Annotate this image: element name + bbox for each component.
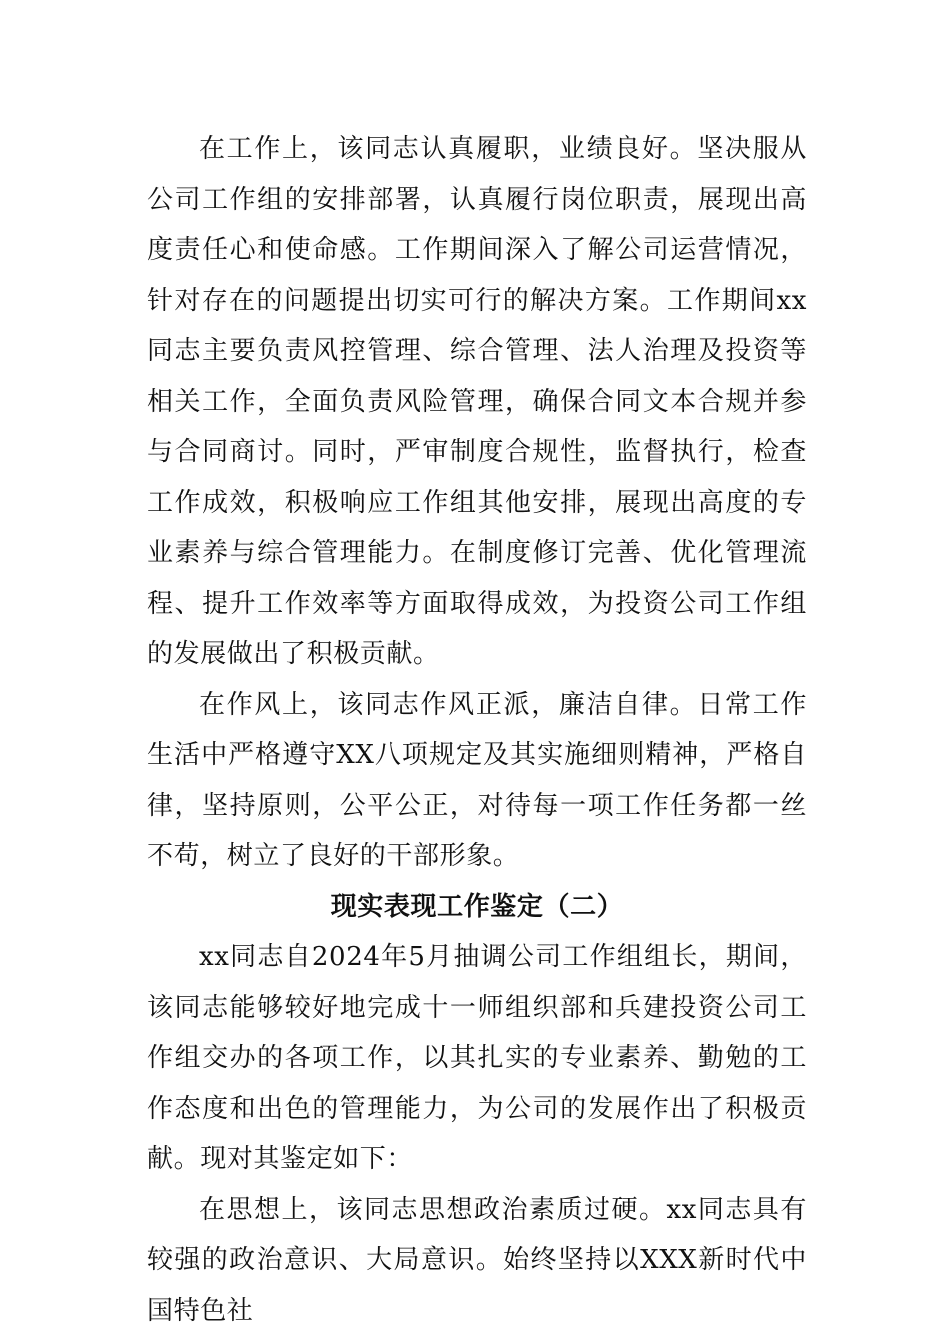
- paragraph-ideology: 在思想上，该同志思想政治素质过硬。xx同志具有较强的政治意识、大局意识。始终坚持以XXX新时代中国特色社: [147, 1194, 807, 1326]
- document-page: [147, 124, 807, 1336]
- paragraph-work-style: 在作风上，该同志作风正派，廉洁自律。日常工作生活中严格遵守XX八项规定及其实施细则精神，严格自律，坚持原则，公平公正，对待每一项工作任务都一丝不苟，树立了良好的干部形象。: [147, 689, 807, 871]
- paragraph-work-performance: 在工作上，该同志认真履职，业绩良好。坚决服从公司工作组的安排部署，认真履行岗位职责，展现出高度责任心和使命感。工作期间深入了解公司运营情况，针对存在的问题提出切实可行的解决方案。工作期间xx同志主要负责风控管理、综合管理、法人治理及投资等相关工作，全面负责风险管理，确保合同文本合规并参与合同商讨。同时，严审制度合规性，监督执行，检查工作成效，积极响应工作组其他安排，展现出高度的专业素养与综合管理能力。在制度修订完善、优化管理流程、提升工作效率等方面取得成效，为投资公司工作组的发展做出了积极贡献。: [147, 134, 807, 669]
- section-title: 现实表现工作鉴定（二）: [330, 891, 624, 922]
- paragraph-introduction: xx同志自2024年5月抽调公司工作组组长，期间，该同志能够较好地完成十一师组织部和兵建投资公司工作组交办的各项工作，以其扎实的专业素养、勤勉的工作态度和出色的管理能力，为公司的发展作出了积极贡献。现对其鉴定如下：: [147, 942, 807, 1174]
